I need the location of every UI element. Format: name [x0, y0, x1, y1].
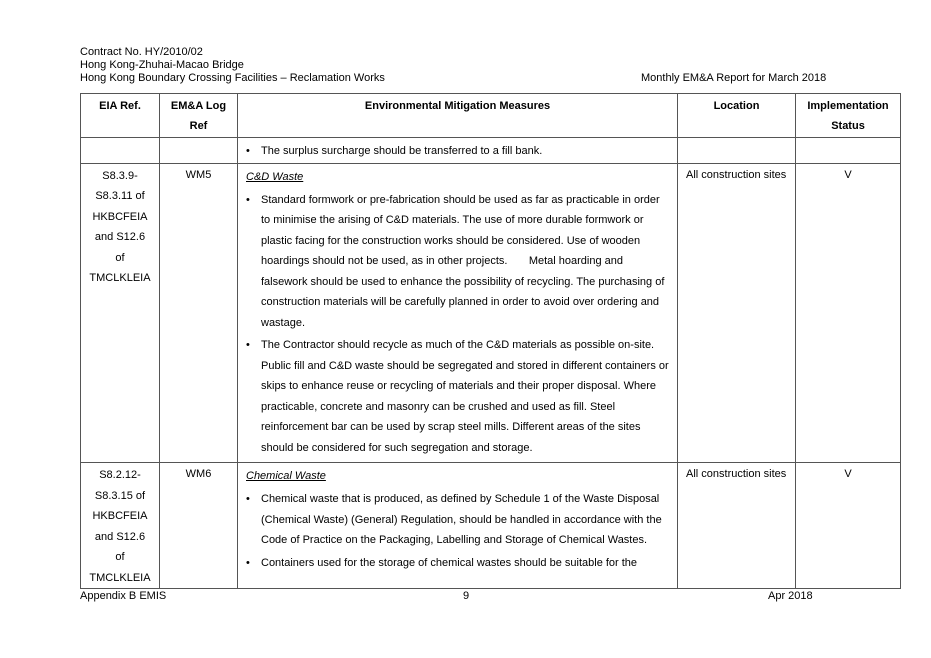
footer-page-number: 9: [463, 590, 470, 602]
eia-ref-cell: [81, 138, 160, 164]
log-ref-cell: [160, 138, 238, 164]
status-cell: V: [796, 163, 901, 463]
measure-bullet: • Standard formwork or pre-fabrication should be used as far as practicable in order to minimise the arising of C&D materials. The use of more durable formwork or plastic facing for the construction works should be considered. Use of wooden hoardings should not be used, as in other projects. Metal hoarding and falsework should be used to enhance the possibility of recycling. The purchasing of construction materials will be carefully planned in order to avoid over ordering and wastage.: [246, 190, 669, 334]
eia-ref-cell: [81, 163, 160, 463]
measures-cell: [238, 463, 678, 589]
project-name: Hong Kong-Zhuhai-Macao Bridge: [80, 59, 244, 71]
header-location: Location: [678, 94, 796, 138]
header-status-label: Implementation Status: [807, 100, 889, 132]
document-header: [80, 46, 385, 85]
report-title: Monthly EM&A Report for March 2018: [641, 72, 827, 84]
table-row: [81, 163, 901, 463]
measure-bullet: • Chemical waste that is produced, as defined by Schedule 1 of the Waste Disposal (Chemical Waste) (General) Regulation, should be handled in accordance with the Code of Practice on the Packaging, Labelling and Storage of Chemical Wastes.: [246, 489, 669, 551]
footer-appendix: Appendix B EMIS: [80, 590, 167, 602]
header-status: [796, 94, 901, 138]
log-ref-cell: WM6: [160, 463, 238, 589]
measures-cell: [238, 138, 678, 164]
location-cell: All construction sites: [678, 163, 796, 463]
works-name: Hong Kong Boundary Crossing Facilities – Reclamation Works: [80, 72, 385, 84]
measure-title: C&D Waste: [246, 170, 304, 183]
measure-bullet: • The surplus surcharge should be transferred to a fill bank.: [246, 141, 669, 162]
eia-ref-cell: [81, 463, 160, 589]
emis-table: [80, 93, 901, 589]
table-row: [81, 138, 901, 164]
header-eia-ref: EIA Ref.: [81, 94, 160, 138]
status-cell: [796, 138, 901, 164]
location-cell: [678, 138, 796, 164]
table-row: [81, 463, 901, 589]
header-log-ref: [160, 94, 238, 138]
header-log-ref-label: EM&A Log Ref: [170, 100, 227, 132]
location-cell: All construction sites: [678, 463, 796, 589]
status-cell: V: [796, 463, 901, 589]
log-ref-cell: WM5: [160, 163, 238, 463]
header-measures: Environmental Mitigation Measures: [238, 94, 678, 138]
measure-bullet: • Containers used for the storage of chemical wastes should be suitable for the: [246, 553, 669, 574]
footer-date: Apr 2018: [768, 590, 813, 602]
contract-number: Contract No. HY/2010/02: [80, 46, 203, 58]
table-header-row: [81, 94, 901, 138]
measures-cell: [238, 163, 678, 463]
measure-title: Chemical Waste: [246, 470, 326, 482]
measure-bullet: • The Contractor should recycle as much of the C&D materials as possible on-site. Public fill and C&D waste should be segregated and stored in different containers or skips to enhance reuse or recycling of materials and their proper disposal. Where practicable, concrete and masonry can be crushed and used as fill. Steel reinforcement bar can be used by scrap steel mills. Different areas of the sites should be considered for such segregation and storage.: [246, 335, 669, 458]
eia-ref-text: S8.2.12-S8.3.15 of HKBCFEIA and S12.6 of TMCLKLEIA: [89, 469, 151, 584]
eia-ref-text: S8.3.9-S8.3.11 of HKBCFEIA and S12.6 of TMCLKLEIA: [89, 169, 151, 284]
